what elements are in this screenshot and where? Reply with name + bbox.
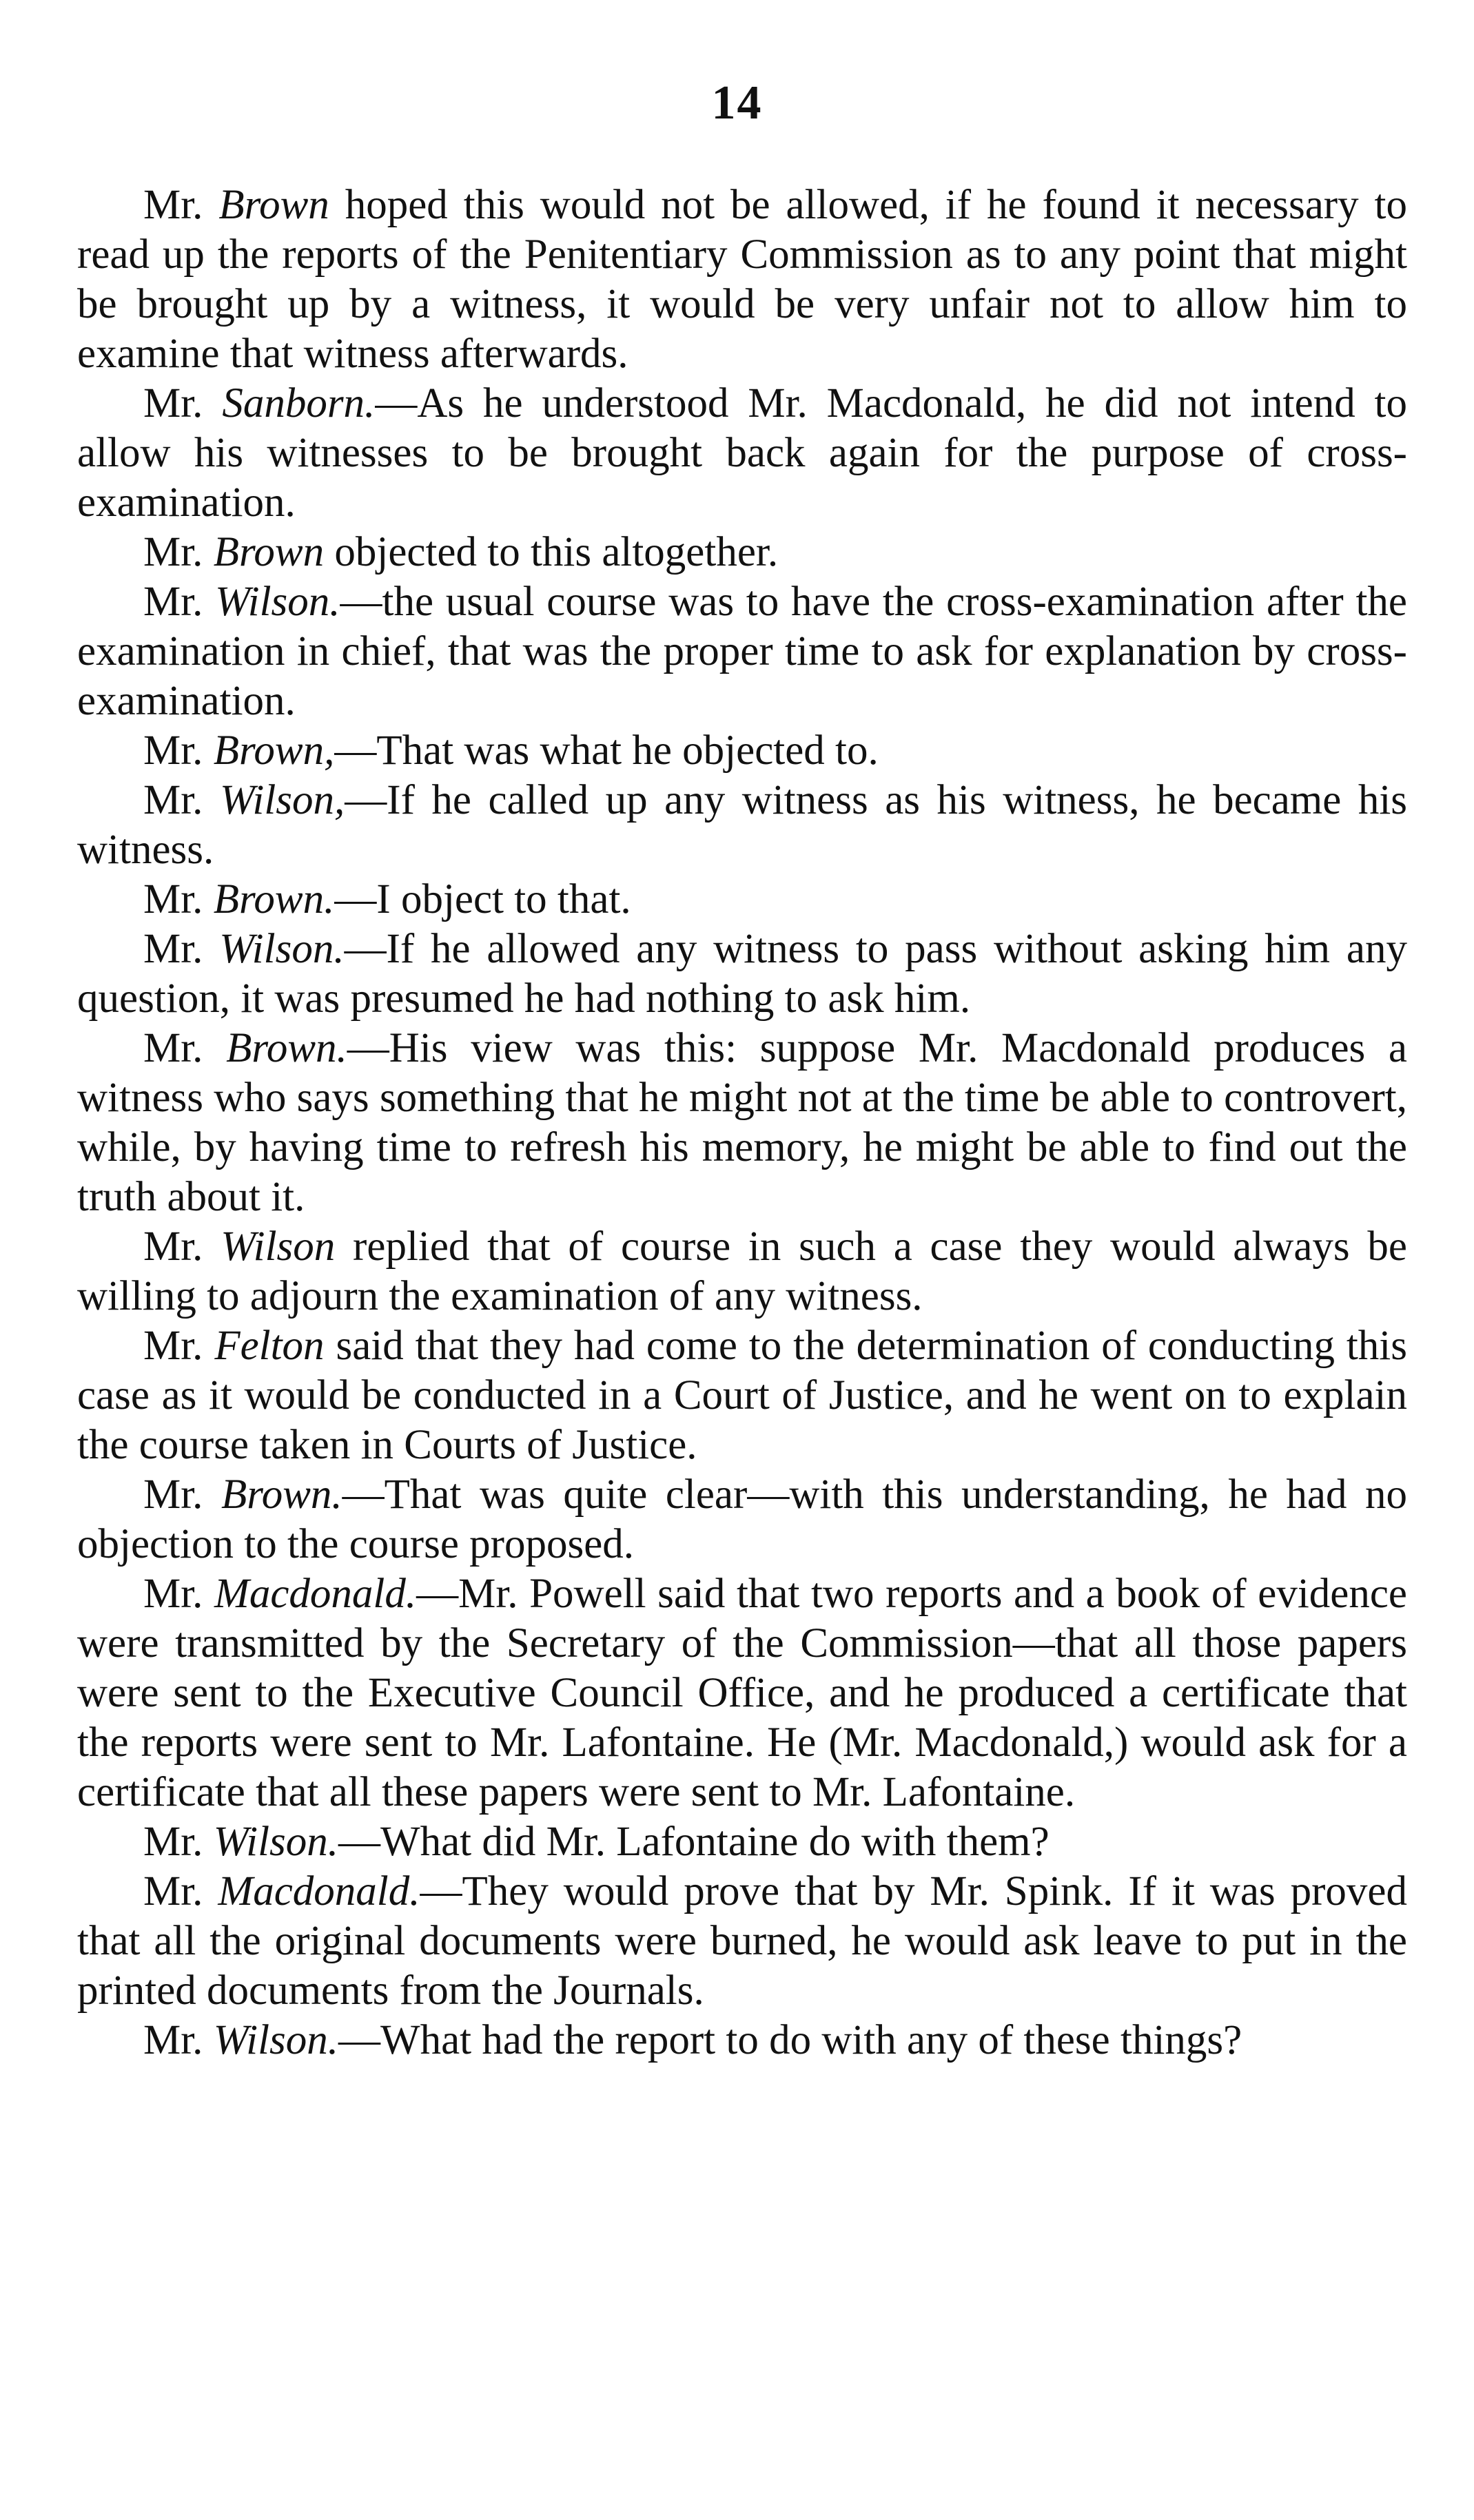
paragraph (77, 1867, 1407, 2016)
speaker-title: Mr. (143, 926, 220, 972)
speaker-title: Mr. (143, 727, 214, 774)
speaker-title: Mr. (143, 579, 216, 625)
paragraph (77, 1222, 1407, 1321)
paragraph (77, 726, 1407, 776)
paragraph-text: —Mr. Powell said that two reports and a book of evidence were transmitted by the Secretary of the Commission—that all those papers were sent to the Executive Council Office, and he produced a certificate that the reports were sent to Mr. Lafontaine. He (Mr. Macdonald,) would ask for a certificate that all these papers were sent to Mr. Lafontaine. (77, 1571, 1408, 1815)
speaker-name: Wilson. (213, 1819, 339, 1865)
speaker-name: Brown. (213, 876, 335, 922)
paragraph-text: objected to this altogether. (324, 529, 779, 575)
paragraph (77, 2016, 1407, 2065)
paragraph (77, 1024, 1407, 1222)
paragraph-text: said that they had come to the determination of conducting this case as it would be conducted in a Court of Justice, and he went on to explain the course taken in Courts of Justice. (77, 1323, 1407, 1468)
speaker-title: Mr. (143, 380, 223, 426)
speaker-title: Mr. (143, 1471, 221, 1518)
paragraph-text: —His view was this: suppose Mr. Macdonald produces a witness who says something that he might not at the time be able to controvert, while, by having time to refresh his memory, he might be able to find out the truth about it. (77, 1025, 1408, 1220)
paragraph-text: —That was what he objected to. (334, 727, 879, 774)
paragraph-text: —If he called up any witness as his witness, he became his witness. (77, 777, 1408, 873)
speaker-name: Macdonald. (218, 1868, 420, 1914)
paragraph-text: —That was quite clear—with this understanding, he had no objection to the course proposed. (77, 1471, 1408, 1567)
paragraph (77, 925, 1407, 1024)
speaker-name: Felton (214, 1323, 325, 1369)
paragraph (77, 875, 1407, 925)
speaker-title: Mr. (143, 1571, 215, 1617)
speaker-name: Brown, (213, 727, 335, 774)
speaker-name: Brown (218, 182, 329, 228)
speaker-title: Mr. (143, 182, 219, 228)
paragraph (77, 528, 1407, 577)
speaker-name: Brown. (221, 1471, 342, 1518)
paragraph (77, 577, 1407, 726)
speaker-name: Wilson, (219, 777, 345, 823)
speaker-title: Mr. (143, 777, 220, 823)
paragraph-text: replied that of course in such a case they would always be willing to adjourn the examination of any witness. (77, 1223, 1407, 1319)
page-number: 14 (711, 76, 763, 130)
paragraph (77, 1470, 1407, 1569)
paragraph (77, 1817, 1407, 1867)
paragraph-text: —What did Mr. Lafontaine do with them? (338, 1819, 1050, 1865)
paragraph-text: —If he allowed any witness to pass without asking him any question, it was presumed he had nothing to ask him. (77, 926, 1407, 1022)
speaker-title: Mr. (143, 2017, 214, 2063)
paragraph-text: —the usual course was to have the cross-examination after the examination in chief, that was the proper time to ask for explanation by cross-examination. (77, 579, 1407, 724)
paragraph (77, 1569, 1407, 1817)
speaker-title: Mr. (143, 1868, 218, 1914)
paragraph (77, 379, 1407, 528)
speaker-title: Mr. (143, 876, 214, 922)
speaker-name: Brown (213, 529, 325, 575)
paragraph (77, 1321, 1407, 1470)
speaker-title: Mr. (143, 1323, 215, 1369)
speaker-title: Mr. (143, 1819, 214, 1865)
speaker-name: Macdonald. (214, 1571, 417, 1617)
paragraph (77, 180, 1407, 379)
transcript-body (77, 180, 1407, 2065)
paragraph-text: —What had the report to do with any of these things? (338, 2017, 1242, 2063)
speaker-title: Mr. (143, 1025, 227, 1071)
speaker-name: Wilson. (219, 926, 345, 972)
speaker-name: Sanborn. (222, 380, 376, 426)
speaker-name: Wilson. (215, 579, 340, 625)
speaker-title: Mr. (143, 529, 214, 575)
paragraph-text: —They would prove that by Mr. Spink. If it was proved that all the original documents were burned, he would ask leave to put in the printed documents from the Journals. (77, 1868, 1408, 2014)
paragraph-text: hoped this would not be allowed, if he found it necessary to read up the reports of the Penitentiary Commission as to any point that might be brought up by a witness, it would be very unfair not to allow him to examine that witness afterwards. (77, 182, 1407, 377)
speaker-title: Mr. (143, 1223, 221, 1270)
speaker-name: Wilson (221, 1223, 336, 1270)
paragraph (77, 776, 1407, 875)
paragraph-text: —I object to that. (334, 876, 631, 922)
speaker-name: Brown. (226, 1025, 347, 1071)
paragraph-text: —As he understood Mr. Macdonald, he did not intend to allow his witnesses to be brought back again for the purpose of cross-examination. (77, 380, 1408, 526)
speaker-name: Wilson. (213, 2017, 339, 2063)
